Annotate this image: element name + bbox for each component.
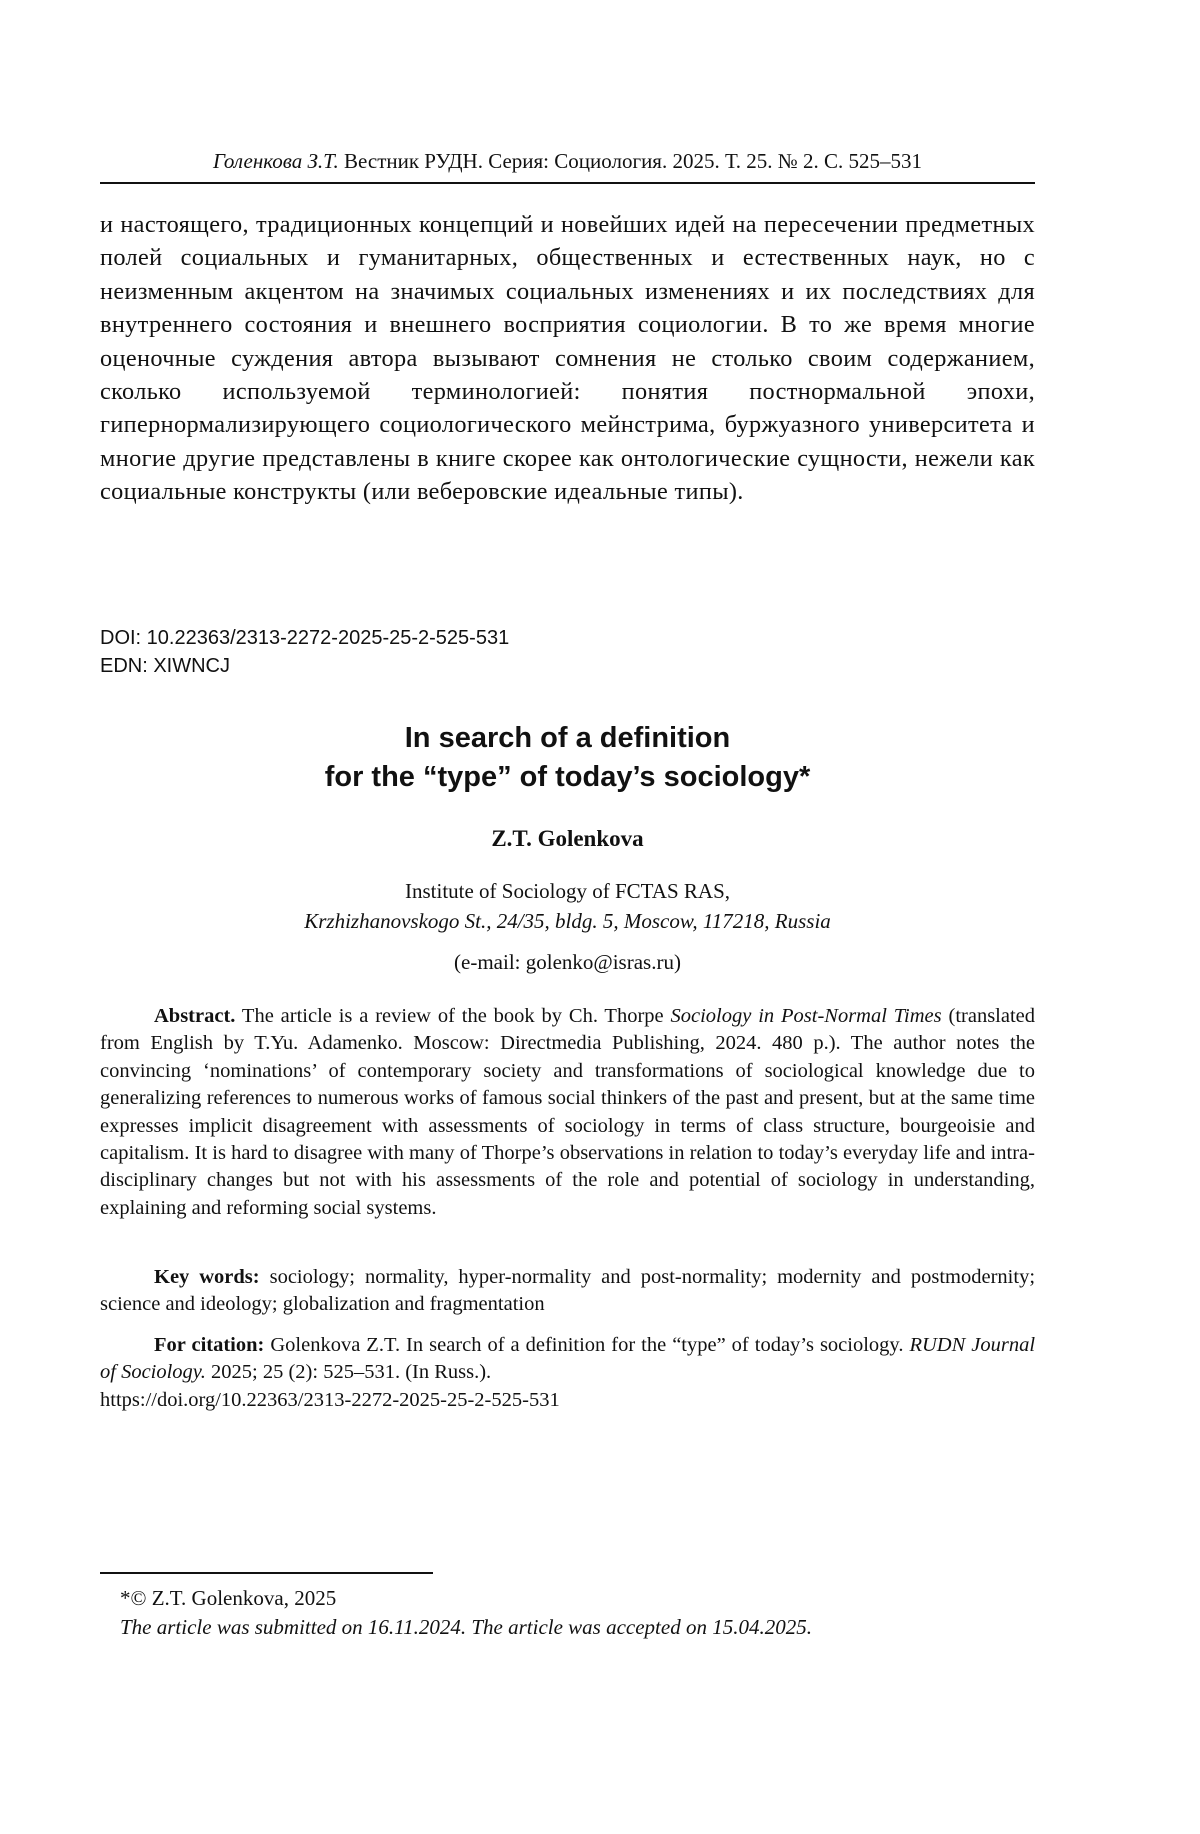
citation: [100, 1332, 1035, 1414]
abstract-text-before: The article is a review of the book by Ch. Thorpe: [242, 1005, 664, 1027]
citation-journal: RUDN Journal of Sociology.: [100, 1334, 1035, 1383]
citation-url[interactable]: https://doi.org/10.22363/2313-2272-2025-25-2-525-531: [100, 1387, 1035, 1414]
header-journal: Вестник РУДН. Серия: Социология. 2025. Т. 25. № 2. С. 525–531: [344, 149, 922, 173]
edn: EDN: XIWNCJ: [100, 652, 509, 680]
citation-text-after: 2025; 25 (2): 525–531. (In Russ.).: [211, 1361, 491, 1383]
running-header: [100, 147, 1035, 175]
submission-dates: The article was submitted on 16.11.2024. The article was accepted on 15.04.2025.: [120, 1613, 1040, 1642]
article-identifiers: [100, 624, 509, 680]
footnotes: [120, 1584, 1040, 1642]
address: Krzhizhanovskogo St., 24/35, bldg. 5, Moscow, 117218, Russia: [100, 906, 1035, 936]
footnote-divider: [100, 1572, 433, 1574]
keywords-text: sociology; normality, hyper-normality and post-normality; modernity and postmodernity; science and ideology; globalization and fragmentation: [100, 1266, 1035, 1315]
header-author: Голенкова З.Т.: [213, 149, 339, 173]
title-line-1: In search of a definition: [405, 722, 731, 754]
author-name: Z.T. Golenkova: [100, 824, 1035, 854]
keywords: [100, 1264, 1035, 1319]
author-email: (e-mail: golenko@isras.ru): [100, 948, 1035, 976]
copyright-note: *© Z.T. Golenkova, 2025: [120, 1584, 1040, 1613]
title-line-2: for the “type” of today’s sociology*: [325, 761, 811, 793]
affiliation: [100, 876, 1035, 936]
keywords-label: Key words:: [154, 1266, 260, 1288]
citation-label: For citation:: [154, 1334, 264, 1356]
journal-page: [0, 0, 1200, 1834]
article-title: [100, 719, 1035, 797]
abstract-text-after: (translated from English by T.Yu. Adamenko. Moscow: Directmedia Publishing, 2024. 480 p.). The author notes the convincing ‘nominations’ of contemporary society and transformations of sociological knowledge due to generalizing references to numerous works of famous social thinkers of the past and present, but at the same time expresses implicit disagreement with assessments of sociology in terms of class structure, bourgeoisie and capitalism. It is hard to disagree with many of Thorpe’s observations in relation to today’s everyday life and intra-disciplinary changes but not with his assessments of the role and potential of sociology in understanding, explaining and reforming social systems.: [100, 1005, 1035, 1219]
abstract: [100, 1003, 1035, 1222]
book-title: Sociology in Post-Normal Times: [671, 1005, 942, 1027]
doi: DOI: 10.22363/2313-2272-2025-25-2-525-531: [100, 624, 509, 652]
institution: Institute of Sociology of FCTAS RAS,: [100, 876, 1035, 906]
citation-text-before: Golenkova Z.T. In search of a definition for the “type” of today’s sociology.: [270, 1334, 903, 1356]
abstract-label: Abstract.: [154, 1005, 235, 1027]
russian-paragraph: и настоящего, традиционных концепций и новейших идей на пересечении предметных полей социальных и гуманитарных, общественных и естественных наук, но с неизменным акцентом на значимых социальных изменениях и их последствиях для внутреннего состояния и внешнего восприятия социологии. В то же время многие оценочные суждения автора вызывают сомнения не столько своим содержанием, сколько используемой терминологией: понятия постнормальной эпохи, гипернормализирующего социологического мейнстрима, буржуазного университета и многие другие представлены в книге скорее как онтологические сущности, нежели как социальные конструкты (или веберовские идеальные типы).: [100, 208, 1035, 509]
header-divider: [100, 182, 1035, 184]
